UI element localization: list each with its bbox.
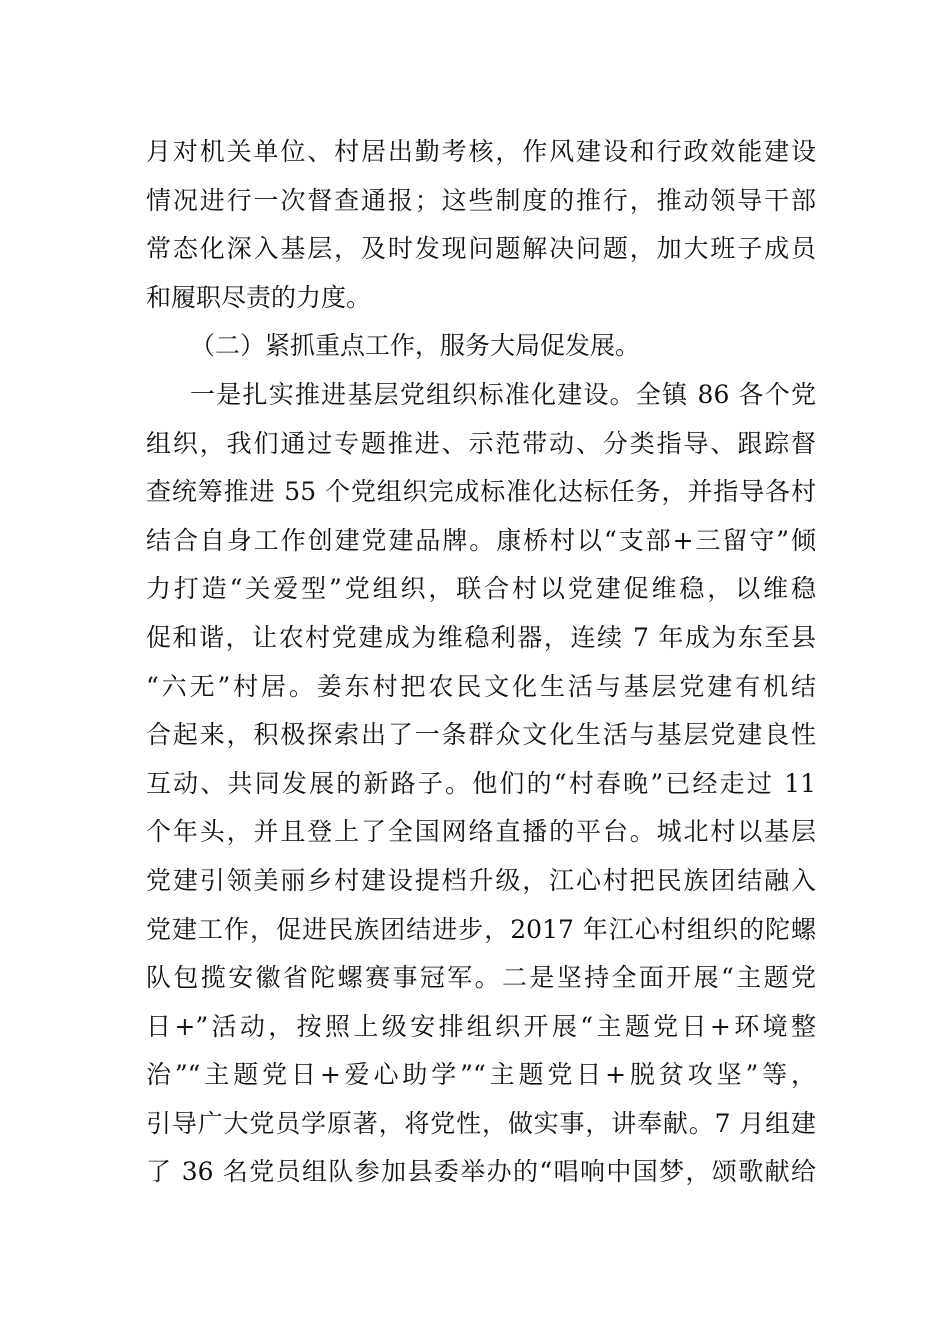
text-line: 治”“主题党日+爱心助学”“主题党日+脱贫攻坚”等， [146,1060,816,1090]
text-line: 了 36 名党员组队参加县委举办的“唱响中国梦，颂歌献给 [146,1157,816,1187]
text-line: 促和谐，让农村党建成为维稳利器，连续 7 年成为东至县 [146,622,816,652]
text-line: 合起来，积极探索出了一条群众文化生活与基层党建良性 [146,720,816,750]
text-line: 个年头，并且登上了全国网络直播的平台。城北村以基层 [146,817,816,847]
text-line: 引导广大党员学原著，将党性，做实事，讲奉献。7 月组建 [146,1108,816,1138]
text-line: 力打造“关爱型”党组织，联合村以党建促维稳，以维稳 [146,574,816,604]
text-line: 队包揽安徽省陀螺赛事冠军。二是坚持全面开展“主题党 [146,963,816,993]
text-line: 查统筹推进 55 个党组织完成标准化达标任务，并指导各村 [146,477,816,507]
document-body [146,128,816,1197]
text-line: 和履职尽责的力度。 [146,282,372,312]
text-line: 情况进行一次督查通报；这些制度的推行，推动领导干部 [146,185,816,215]
text-line: 一是扎实推进基层党组织标准化建设。全镇 86 各个党 [190,379,816,409]
text-line: “六无”村居。姜东村把农民文化生活与基层党建有机结 [146,671,816,701]
text-line: 组织，我们通过专题推进、示范带动、分类指导、跟踪督 [146,428,816,458]
text-line: 月对机关单位、村居出勤考核，作风建设和行政效能建设 [146,137,816,166]
text-line: 常态化深入基层，及时发现问题解决问题，加大班子成员 [146,234,816,264]
section-heading: （二）紧抓重点工作，服务大局促发展。 [190,331,641,361]
text-line: 互动、共同发展的新路子。他们的“村春晚”已经走过 11 [146,768,816,798]
text-line: 结合自身工作创建党建品牌。康桥村以“支部+三留守”倾 [146,525,816,555]
text-line: 日+”活动，按照上级安排组织开展“主题党日+环境整 [146,1011,816,1041]
text-line: 党建工作，促进民族团结进步，2017 年江心村组织的陀螺 [146,914,816,944]
text-line: 党建引领美丽乡村建设提档升级，江心村把民族团结融入 [146,865,816,895]
